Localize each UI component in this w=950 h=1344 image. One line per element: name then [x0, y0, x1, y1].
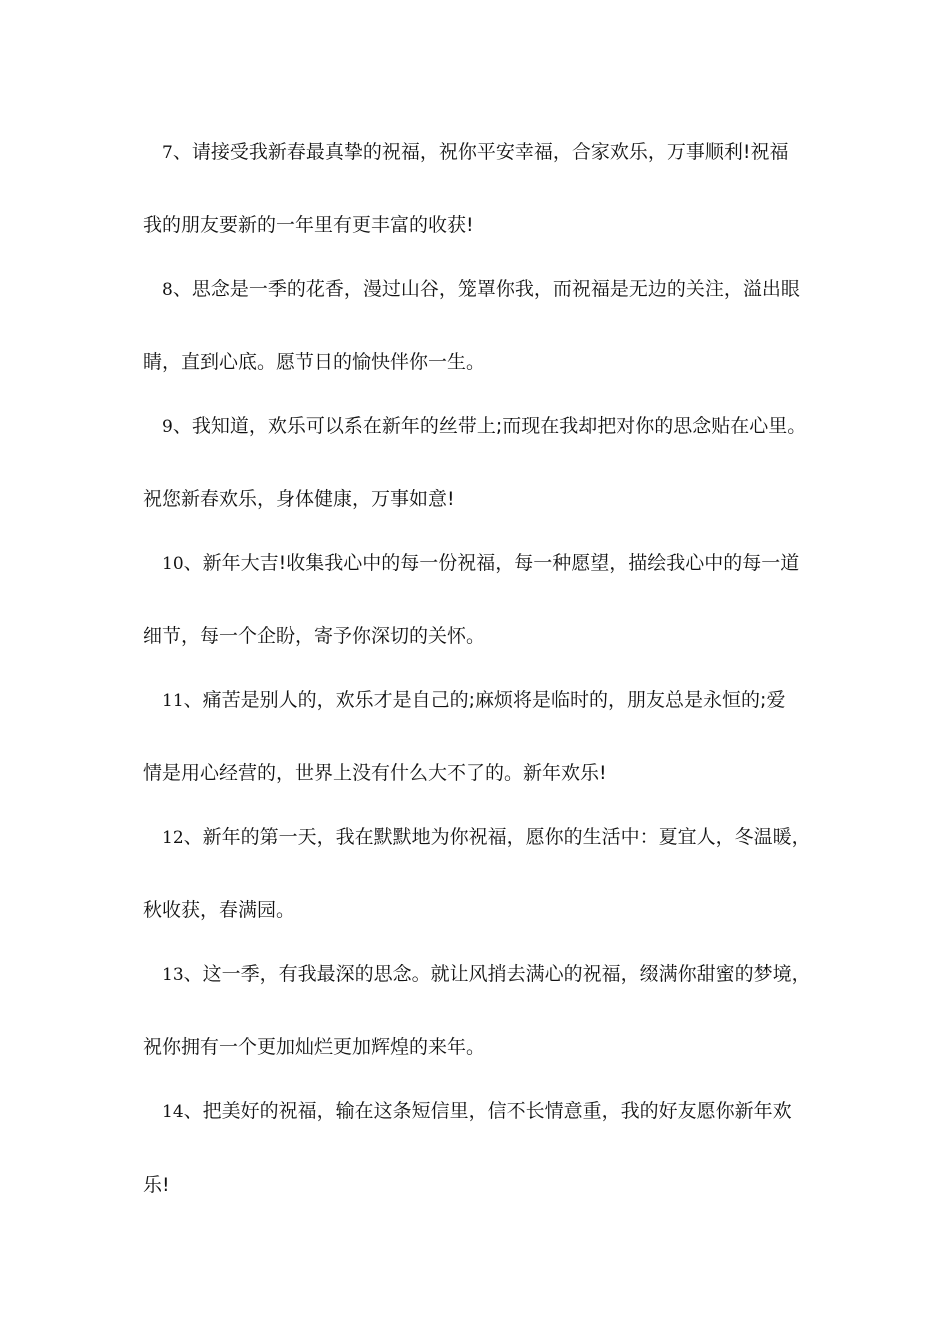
paragraph-9-line-2: 祝您新春欢乐，身体健康，万事如意! — [143, 488, 455, 510]
paragraph-text: 、痛苦是别人的，欢乐才是自己的;麻烦将是临时的，朋友总是永恒的;爱 — [183, 689, 786, 711]
paragraph-11-line-1 — [162, 687, 813, 714]
paragraph-text: 、把美好的祝福，输在这条短信里，信不长情意重，我的好友愿你新年欢 — [183, 1100, 792, 1122]
paragraph-7-line-2: 我的朋友要新的一年里有更丰富的收获! — [143, 214, 474, 236]
paragraph-text: 、请接受我新春最真挚的祝福，祝你平安幸福，合家欢乐，万事顺利!祝福 — [172, 141, 789, 163]
paragraph-number: 14 — [162, 1102, 184, 1122]
paragraph-number: 12 — [162, 828, 184, 848]
paragraph-text: 、这一季，有我最深的思念。就让风捎去满心的祝福，缀满你甜蜜的梦境， — [183, 963, 811, 985]
paragraph-number: 9 — [162, 417, 173, 437]
paragraph-8-line-1 — [162, 276, 813, 303]
paragraph-number: 8 — [162, 280, 173, 300]
paragraph-13-line-1 — [162, 961, 813, 988]
paragraph-13-line-2: 祝你拥有一个更加灿烂更加辉煌的来年。 — [143, 1036, 486, 1058]
paragraph-14-line-1 — [162, 1098, 813, 1125]
paragraph-text: 、新年大吉!收集我心中的每一份祝福，每一种愿望，描绘我心中的每一道 — [183, 552, 800, 574]
paragraph-7-line-1 — [162, 139, 813, 166]
paragraph-text: 、新年的第一天，我在默默地为你祝福，愿你的生活中：夏宜人，冬温暖， — [183, 826, 811, 848]
paragraph-number: 10 — [162, 554, 184, 574]
paragraph-9-line-1 — [162, 413, 813, 440]
paragraph-10-line-2: 细节，每一个企盼，寄予你深切的关怀。 — [143, 625, 486, 647]
paragraph-number: 7 — [162, 143, 173, 163]
paragraph-text: 、我知道，欢乐可以系在新年的丝带上;而现在我却把对你的思念贴在心里。 — [172, 415, 807, 437]
paragraph-number: 13 — [162, 965, 184, 985]
paragraph-number: 11 — [162, 691, 184, 711]
paragraph-14-line-2: 乐! — [143, 1174, 170, 1196]
paragraph-8-line-2: 睛，直到心底。愿节日的愉快伴你一生。 — [143, 351, 486, 373]
paragraph-11-line-2: 情是用心经营的，世界上没有什么大不了的。新年欢乐! — [143, 762, 607, 784]
paragraph-text: 、思念是一季的花香，漫过山谷，笼罩你我，而祝福是无边的关注，溢出眼 — [172, 278, 800, 300]
paragraph-10-line-1 — [162, 550, 813, 577]
paragraph-12-line-2: 秋收获，春满园。 — [143, 899, 296, 921]
paragraph-12-line-1 — [162, 824, 813, 851]
